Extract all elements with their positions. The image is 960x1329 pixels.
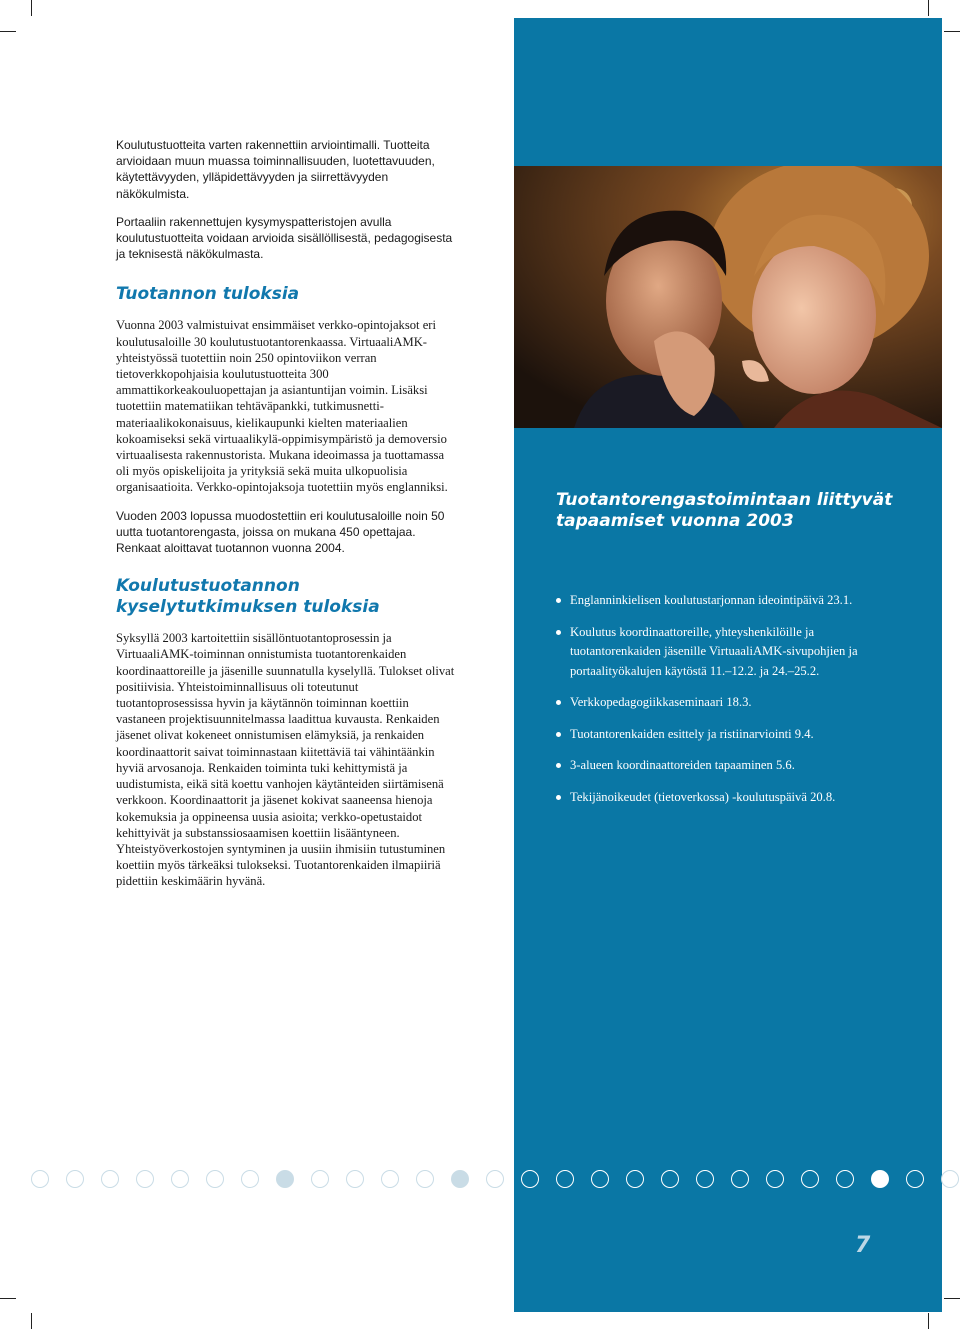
crop-mark-tl-h [0, 31, 16, 32]
decorative-dot [591, 1170, 609, 1188]
decorative-dot [871, 1170, 889, 1188]
intro-paragraph: Koulutustuotteita varten rakennettiin arviointimalli. Tuotteita arvioidaan muun muassa toiminnallisuuden, luotettavuuden, käytettävyyden, ylläpidettävyyden ja siirrettävyyden näkökulmista. [116, 138, 435, 201]
decorative-dot [346, 1170, 364, 1188]
survey-paragraph: Syksyllä 2003 kartoitettiin sisällöntuotantoprosessin ja VirtuaaliAMK-toiminnan onnistumista tuotantorenkaiden koordinaattoreille ja jäsenille suunnatulla kyselyllä. Tulokset olivat positiivisia. Yhteistoiminnallisuus oli toteutunut tuotantoprosessissa hyvin ja käytännön toiminnan koettiin vastaneen projektisuunnitelmassa laadittua kuvausta. Renkaiden jäsenet olivat kokeneet onnistumisen elämyksiä, ja renkaiden koordinaattorit saivat toiminnastaan kiitettäviä tai vähintäänkin hyviä arvosanoja. Renkaiden toiminta tuki kehittymistä ja uudistumista, eikä sitä koettu vanhojen käytänteiden siirtämisenä verkkoon. Koordinaattorit ja jäsenet kokivat saaneensa hienoja kokemuksia ja oppineensa uusia asioita; verkko-opetustaidot kehittyivät ja substanssiosaamisen koettiin lisääntyneen. Yhteistyöverkostojen syntyminen ja uusiin ihmisiin tutustuminen koettiin myös tärkeäksi tulokseksi. Tuotantorenkaiden ilmapiiriä pidettiin keskimäärin hyvänä. [116, 631, 455, 889]
production-paragraph: Vuonna 2003 valmistuivat ensimmäiset verkko-opintojaksot eri koulutusaloille 30 koulutustuotantorenkaassa. VirtuaaliAMK-yhteistyössä tuotettiin noin 250 opintoviikon verran tietoverkkopohjaisia koulutustuotteita 300 ammattikorkeakouluopettajan ja asiantuntijan voimin. Lisäksi tuotettiin matematiikan tehtäväpankki, tutkimusnetti-materiaalikokonaisuus, kielikaupunki kielten materiaalien kokoamiseksi sekä virtuaalikylä-oppimisympäristö ja demoversio virtuaalisesta rakennustorista. Mukana ideoimassa ja tuottamassa oli myös opiskelijoita ja yrityksiä sekä muita ulkopuolisia organisaatioita. Verkko-opintojaksoja tuotettiin myös englanniksi. [116, 318, 448, 495]
decorative-dot [486, 1170, 504, 1188]
portal-paragraph: Portaaliin rakennettujen kysymyspatteristojen avulla koulutustuotteita voidaan arvioida sisällöllisestä, pedagogisesta ja teknisestä näkökulmasta. [116, 214, 453, 262]
decorative-dot [556, 1170, 574, 1188]
crop-mark-br-h [944, 1298, 960, 1299]
photo-two-people [514, 166, 942, 428]
decorative-dot [381, 1170, 399, 1188]
event-item: Koulutus koordinaattoreille, yhteyshenkilöille ja tuotantorenkaiden jäsenille VirtuaaliAMK-sivupohjien ja portaalityökalujen käytöstä 11.–12.2. ja 24.–25.2. [556, 623, 896, 682]
decorative-dot [521, 1170, 539, 1188]
left-column [116, 137, 456, 902]
event-item: Englanninkielisen koulutustarjonnan ideointipäivä 23.1. [556, 591, 896, 611]
crop-mark-bl-v [31, 1313, 32, 1329]
crop-mark-br-v [928, 1313, 929, 1329]
crop-mark-tr-v [928, 0, 929, 16]
decorative-dot [66, 1170, 84, 1188]
heading-production-results: Tuotannon tuloksia [116, 284, 300, 305]
event-item: Verkkopedagogiikkaseminaari 18.3. [556, 693, 896, 713]
photo-illustration [514, 166, 942, 428]
decorative-dot [206, 1170, 224, 1188]
decorative-dot [451, 1170, 469, 1188]
decorative-dot [276, 1170, 294, 1188]
crop-mark-tl-v [31, 0, 32, 16]
decorative-dot [136, 1170, 154, 1188]
decorative-dot [311, 1170, 329, 1188]
decorative-dot [661, 1170, 679, 1188]
crop-mark-tr-h [944, 31, 960, 32]
decorative-dot [731, 1170, 749, 1188]
event-item: Tekijänoikeudet (tietoverkossa) -koulutuspäivä 20.8. [556, 788, 896, 808]
decorative-dot [906, 1170, 924, 1188]
events-list [556, 591, 896, 819]
decorative-dot [31, 1170, 49, 1188]
decorative-dot [171, 1170, 189, 1188]
crop-mark-bl-h [0, 1298, 16, 1299]
page-number: 7 [855, 1233, 871, 1258]
decorative-dot [101, 1170, 119, 1188]
heading-survey-results: Koulutustuotannon kyselytutkimuksen tuloksia [116, 576, 380, 618]
event-item: 3-alueen koordinaattoreiden tapaaminen 5.6. [556, 756, 896, 776]
decorative-dot [626, 1170, 644, 1188]
decorative-dot [836, 1170, 854, 1188]
event-item: Tuotantorenkaiden esittely ja ristiinarviointi 9.4. [556, 725, 896, 745]
decorative-dot [241, 1170, 259, 1188]
decorative-dot [801, 1170, 819, 1188]
decorative-dot-row [31, 1170, 911, 1190]
decorative-dot [941, 1170, 959, 1188]
sidebar-title: Tuotantorengastoimintaan liittyvät tapaamiset vuonna 2003 [556, 490, 893, 531]
decorative-dot [696, 1170, 714, 1188]
decorative-dot [766, 1170, 784, 1188]
decorative-dot [416, 1170, 434, 1188]
rings-paragraph: Vuoden 2003 lopussa muodostettiin eri koulutusaloille noin 50 uutta tuotantorengasta, joissa on mukana 450 opettajaa. Renkaat aloittavat tuotannon vuonna 2004. [116, 508, 445, 556]
